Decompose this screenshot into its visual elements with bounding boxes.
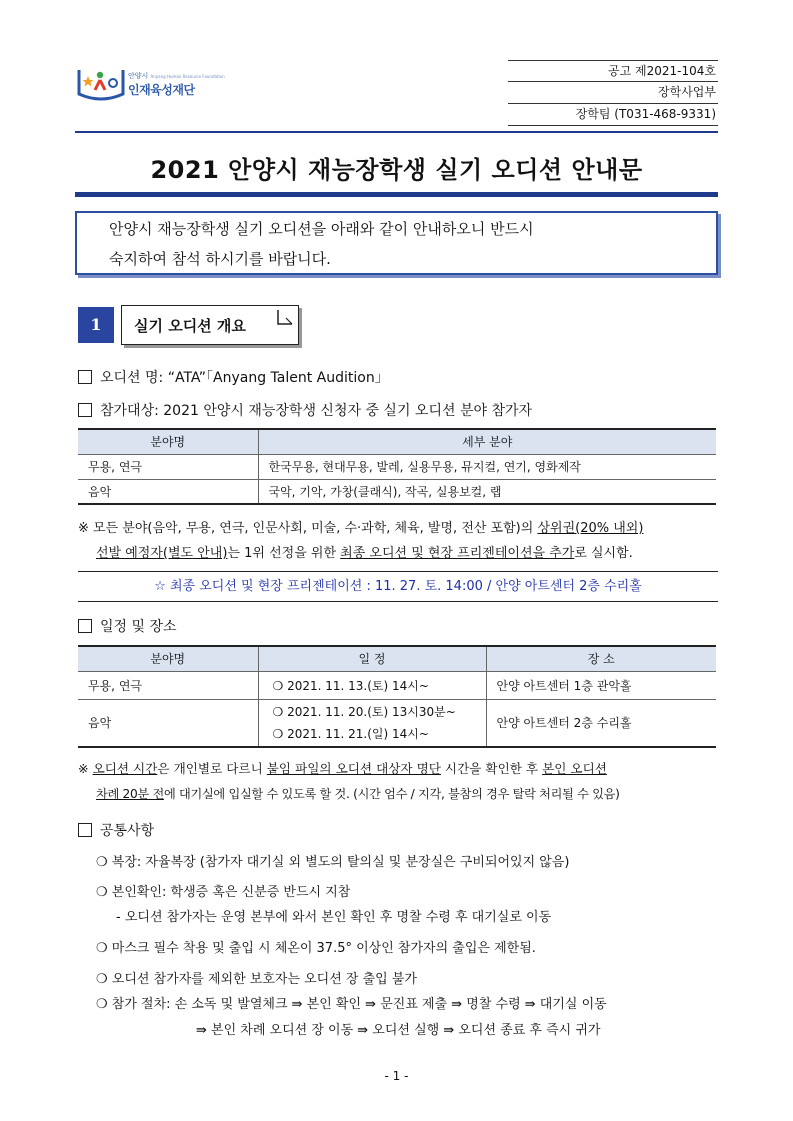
table-cell: 무용, 연극 bbox=[78, 671, 258, 699]
table-cell bbox=[258, 699, 486, 747]
table-cell: 한국무용, 현대무용, 발레, 실용무용, 뮤지컬, 연기, 영화제작 bbox=[258, 454, 716, 479]
foundation-logo bbox=[76, 60, 236, 106]
table-header-row bbox=[78, 429, 716, 454]
table-header: 세부 분야 bbox=[258, 429, 716, 454]
table-header-row bbox=[78, 646, 716, 671]
eligibility-item bbox=[78, 400, 532, 420]
intro-box bbox=[75, 211, 718, 275]
dress-code-item: ❍ 복장: 자율복장 (참가자 대기실 외 별도의 탈의실 및 분장실은 구비되어있지 않음) bbox=[96, 855, 570, 870]
id-check-item: ❍ 본인확인: 학생증 혹은 신분증 반드시 지참 bbox=[96, 885, 351, 900]
table-cell: ❍ 2021. 11. 13.(토) 14시~ bbox=[258, 671, 486, 699]
notice-number: 공고 제2021-104호 bbox=[508, 60, 718, 82]
table-row bbox=[78, 671, 716, 699]
fields-table bbox=[78, 428, 716, 505]
section-title: 실기 오디션 개요 bbox=[134, 317, 246, 335]
department: 장학사업부 bbox=[508, 82, 718, 104]
schedule-heading-item bbox=[78, 616, 177, 636]
table-cell: 국악, 기악, 가창(클래식), 작곡, 실용보컬, 랩 bbox=[258, 479, 716, 504]
checkbox-icon bbox=[78, 619, 92, 633]
procedure-continued: ⇛ 본인 차례 오디션 장 이동 ⇛ 오디션 실행 ⇛ 오디션 종료 후 즉시 귀가 bbox=[196, 1023, 601, 1038]
table-cell: 안양 아트센터 1층 관악홀 bbox=[486, 671, 716, 699]
table-cell: 안양 아트센터 2층 수리홀 bbox=[486, 699, 716, 747]
eligibility-text: 참가대상: 2021 안양시 재능장학생 신청자 중 실기 오디션 분야 참가자 bbox=[100, 403, 533, 419]
table-header: 분야명 bbox=[78, 429, 258, 454]
intro-line-1: 안양시 재능장학생 실기 오디션을 아래와 같이 안내하오니 반드시 bbox=[109, 220, 534, 238]
procedure-item: ❍ 참가 절차: 손 소독 및 발열체크 ⇛ 본인 확인 ⇛ 문진표 제출 ⇛ 명찰 수령 ⇛ 대기실 이동 bbox=[96, 997, 607, 1012]
table-header: 일 정 bbox=[258, 646, 486, 671]
page-number: - 1 - bbox=[384, 1069, 409, 1083]
intro-line-2: 숙지하여 참석 하시기를 바랍니다. bbox=[109, 250, 331, 268]
section-number: 1 bbox=[78, 307, 114, 343]
checkbox-icon bbox=[78, 370, 92, 384]
folded-corner-icon bbox=[272, 308, 294, 330]
table-cell: 음악 bbox=[78, 699, 258, 747]
audition-name-item bbox=[78, 367, 389, 387]
note-top-ranks: ※ 모든 분야(음악, 무용, 연극, 인문사회, 미술, 수·과학, 체육, 발명, 전산 포함)의 상위권(20% 내외) 선발 예정자(별도 안내)는 1위 선정을 위한 최종 오디션 및 현장 프리젠테이션을 추가로 실시함. bbox=[78, 521, 644, 561]
logo-org-name: 인재육성재단 bbox=[128, 83, 195, 97]
checkbox-icon bbox=[78, 403, 92, 417]
schedule-table bbox=[78, 645, 716, 748]
foundation-emblem-icon bbox=[76, 60, 126, 104]
id-check-subitem: - 오디션 참가자는 운영 본부에 와서 본인 확인 후 명찰 수령 후 대기실로 이동 bbox=[116, 910, 552, 925]
notice-info-box bbox=[508, 60, 718, 126]
note-audition-time: ※ 오디션 시간은 개인별로 다르니 붙임 파일의 오디션 대상자 명단 시간을 확인한 후 본인 오디션 차례 20분 전에 대기실에 입실할 수 있도록 할 것. (시간 엄수 / 지각, 불참의 경우 탈락 처리될 수 있음) bbox=[78, 761, 620, 801]
schedule-date: ❍ 2021. 11. 20.(토) 13시30분~ bbox=[272, 704, 456, 719]
table-row bbox=[78, 699, 716, 747]
table-cell: 음악 bbox=[78, 479, 258, 504]
table-cell: 무용, 연극 bbox=[78, 454, 258, 479]
audition-name: 오디션 명: “ATA”「Anyang Talent Audition」 bbox=[100, 370, 389, 386]
table-header: 분야명 bbox=[78, 646, 258, 671]
team-contact: 장학팀 (T031-468-9331) bbox=[508, 104, 718, 126]
header-divider bbox=[75, 131, 718, 133]
page-title: 2021 안양시 재능장학생 실기 오디션 안내문 bbox=[150, 156, 643, 184]
section-title-box bbox=[121, 305, 299, 345]
schedule-heading: 일정 및 장소 bbox=[100, 619, 177, 635]
mask-item: ❍ 마스크 필수 착용 및 출입 시 체온이 37.5° 이상인 참가자의 출입은 제한됨. bbox=[96, 941, 536, 956]
final-audition-notice: ☆ 최종 오디션 및 현장 프리젠테이션 : 11. 27. 토. 14:00 / 안양 아트센터 2층 수리홀 bbox=[78, 571, 718, 602]
checkbox-icon bbox=[78, 823, 92, 837]
table-row bbox=[78, 479, 716, 504]
table-row bbox=[78, 454, 716, 479]
schedule-date: ❍ 2021. 11. 21.(일) 14시~ bbox=[272, 726, 429, 741]
common-heading-item bbox=[78, 820, 154, 840]
title-underline bbox=[75, 192, 718, 197]
table-header: 장 소 bbox=[486, 646, 716, 671]
logo-city-label: 안양시 Anyang Human Resource Foundation bbox=[128, 72, 225, 80]
guardian-item: ❍ 오디션 참가자를 제외한 보호자는 오디션 장 출입 불가 bbox=[96, 972, 417, 987]
common-heading: 공통사항 bbox=[100, 823, 155, 839]
